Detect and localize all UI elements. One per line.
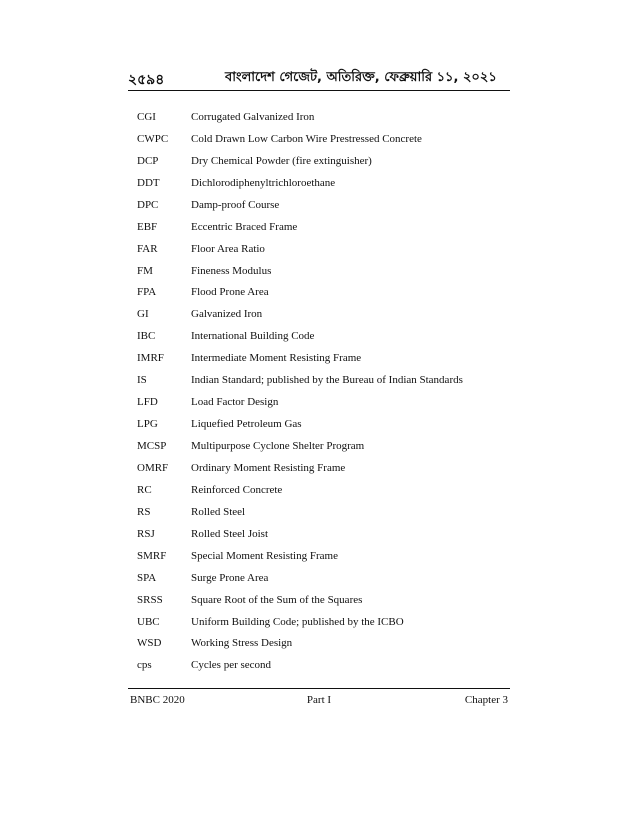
list-item — [137, 589, 510, 611]
abbreviation-code: FM — [137, 264, 153, 277]
abbreviation-code: CWPC — [137, 132, 169, 145]
abbreviation-term: Indian Standard; published by the Bureau of Indian Standards — [191, 374, 463, 387]
footer-part: Part I — [306, 694, 332, 706]
abbreviation-term: Galvanized Iron — [191, 308, 263, 321]
list-item — [137, 216, 510, 238]
abbreviation-code: DDT — [137, 176, 160, 189]
abbreviation-term: Rolled Steel Joist — [191, 527, 268, 540]
abbreviation-term: Load Factor Design — [191, 396, 279, 409]
list-item — [137, 567, 510, 589]
abbreviation-term: Reinforced Concrete — [191, 483, 283, 496]
abbreviation-code: RC — [137, 483, 152, 496]
abbreviation-code: CGI — [137, 110, 156, 123]
list-item — [137, 106, 510, 128]
list-item — [137, 545, 510, 567]
footer-chapter: Chapter 3 — [464, 694, 508, 706]
list-item — [137, 479, 510, 501]
abbreviation-code: IMRF — [137, 352, 164, 365]
page-footer — [130, 694, 508, 712]
header-gazette-title: বাংলাদেশ গেজেট, অতিরিক্ত, ফেব্রুয়ারি ১১, ২০২১ — [225, 70, 497, 85]
abbreviation-code: UBC — [137, 615, 160, 628]
list-item — [137, 391, 510, 413]
abbreviation-term: Ordinary Moment Resisting Frame — [191, 461, 346, 474]
abbreviation-term: Special Moment Resisting Frame — [191, 549, 338, 562]
list-item — [137, 654, 510, 676]
abbreviation-code: MCSP — [137, 440, 167, 453]
abbreviation-term: International Building Code — [191, 330, 315, 343]
header-page-number: ২৫৯৪ — [128, 72, 165, 88]
abbreviation-code: WSD — [137, 637, 162, 650]
abbreviation-code: cps — [137, 659, 152, 672]
abbreviation-code: DPC — [137, 198, 159, 211]
abbreviation-code: SMRF — [137, 549, 167, 562]
abbreviation-term: Uniform Building Code; published by the ICBO — [191, 615, 404, 628]
abbreviation-code: FPA — [137, 286, 157, 299]
list-item — [137, 369, 510, 391]
list-item — [137, 260, 510, 282]
footer-code-name: BNBC 2020 — [130, 694, 185, 706]
list-item — [137, 238, 510, 260]
list-item — [137, 457, 510, 479]
page-header — [128, 64, 510, 86]
abbreviation-code: RS — [137, 505, 151, 518]
list-item — [137, 347, 510, 369]
list-item — [137, 413, 510, 435]
header-divider — [128, 90, 510, 91]
footer-divider — [128, 688, 510, 689]
abbreviation-term: Cold Drawn Low Carbon Wire Prestressed Concrete — [191, 132, 422, 145]
abbreviation-term: Dry Chemical Powder (fire extinguisher) — [191, 154, 372, 167]
abbreviation-term: Surge Prone Area — [191, 571, 269, 584]
abbreviation-code: FAR — [137, 242, 158, 255]
abbreviation-code: IBC — [137, 330, 156, 343]
abbreviation-term: Floor Area Ratio — [191, 242, 265, 255]
abbreviation-code: IS — [137, 374, 147, 387]
abbreviation-code: SRSS — [137, 593, 163, 606]
abbreviation-term: Damp-proof Course — [191, 198, 280, 211]
abbreviation-term: Intermediate Moment Resisting Frame — [191, 352, 362, 365]
abbreviation-code: LPG — [137, 418, 158, 431]
list-item — [137, 150, 510, 172]
abbreviation-term: Square Root of the Sum of the Squares — [191, 593, 363, 606]
list-item — [137, 303, 510, 325]
list-item — [137, 611, 510, 633]
list-item — [137, 501, 510, 523]
abbreviation-term: Working Stress Design — [191, 637, 293, 650]
list-item — [137, 435, 510, 457]
list-item — [137, 282, 510, 304]
abbreviation-term: Cycles per second — [191, 659, 272, 672]
abbreviation-code: GI — [137, 308, 149, 321]
abbreviation-term: Flood Prone Area — [191, 286, 269, 299]
list-item — [137, 128, 510, 150]
list-item — [137, 172, 510, 194]
abbreviation-code: DCP — [137, 154, 159, 167]
abbreviation-code: SPA — [137, 571, 157, 584]
abbreviation-term: Eccentric Braced Frame — [191, 220, 298, 233]
abbreviation-code: RSJ — [137, 527, 155, 540]
abbreviation-code: EBF — [137, 220, 158, 233]
list-item — [137, 523, 510, 545]
list-item — [137, 633, 510, 655]
list-item — [137, 194, 510, 216]
abbreviation-code: OMRF — [137, 461, 169, 474]
abbreviation-term: Multipurpose Cyclone Shelter Program — [191, 440, 365, 453]
abbreviation-list — [137, 106, 510, 676]
abbreviation-term: Corrugated Galvanized Iron — [191, 110, 315, 123]
abbreviation-term: Dichlorodiphenyltrichloroethane — [191, 176, 336, 189]
abbreviation-term: Liquefied Petroleum Gas — [191, 418, 302, 431]
abbreviation-code: LFD — [137, 396, 158, 409]
abbreviation-term: Fineness Modulus — [191, 264, 272, 277]
list-item — [137, 325, 510, 347]
abbreviation-term: Rolled Steel — [191, 505, 246, 518]
